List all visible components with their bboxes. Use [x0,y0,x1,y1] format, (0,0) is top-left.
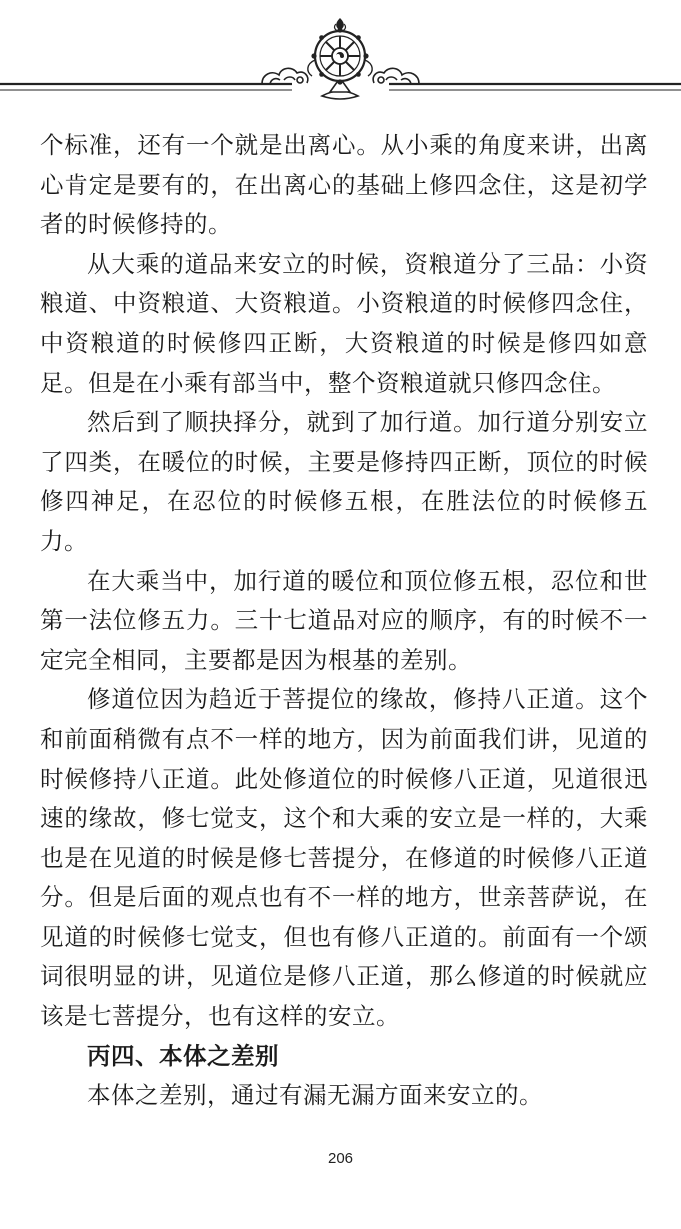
paragraph: 个标准，还有一个就是出离心。从小乘的角度来讲，出离心肯定是要有的，在出离心的基础上修四念住，这是初学者的时候修持的。 [40,131,648,239]
paragraph: 在大乘当中，加行道的暖位和顶位修五根，忍位和世第一法位修五力。三十七道品对应的顺序，有的时候不一定完全相同，主要都是因为根基的差别。 [40,566,648,674]
dharma-wheel-icon [0,0,681,110]
page-number: 206 [327,1150,354,1167]
paragraph: 本体之差别，通过有漏无漏方面来安立的。 [87,1081,543,1110]
page-content [40,126,648,1116]
paragraph: 然后到了顺抉择分，就到了加行道。加行道分别安立了四类，在暖位的时候，主要是修持四正断，顶位的时候修四神足，在忍位的时候修五根，在胜法位的时候修五力。 [40,408,648,555]
section-heading: 丙四、本体之差别 [87,1041,279,1070]
paragraph: 从大乘的道品来安立的时候，资粮道分了三品：小资粮道、中资粮道、大资粮道。小资粮道的时候修四念住，中资粮道的时候修四正断，大资粮道的时候是修四如意足。但是在小乘有部当中，整个资粮道就只修四念住。 [40,249,648,397]
paragraph: 修道位因为趋近于菩提位的缘故，修持八正道。这个和前面稍微有点不一样的地方，因为前面我们讲，见道的时候修持八正道。此处修道位的时候修八正道，见道很迅速的缘故，修七觉支，这个和大乘的安立是一样的，大乘也是在见道的时候是修七菩提分，在修道的时候修八正道分。但是后面的观点也有不一样的地方，世亲菩萨说，在见道的时候修七觉支，但也有修八正道的。前面有一个颂词很明显的讲，见道位是修八正道，那么修道的时候就应该是七菩提分，也有这样的安立。 [40,685,648,1031]
header-ornament [0,0,681,110]
